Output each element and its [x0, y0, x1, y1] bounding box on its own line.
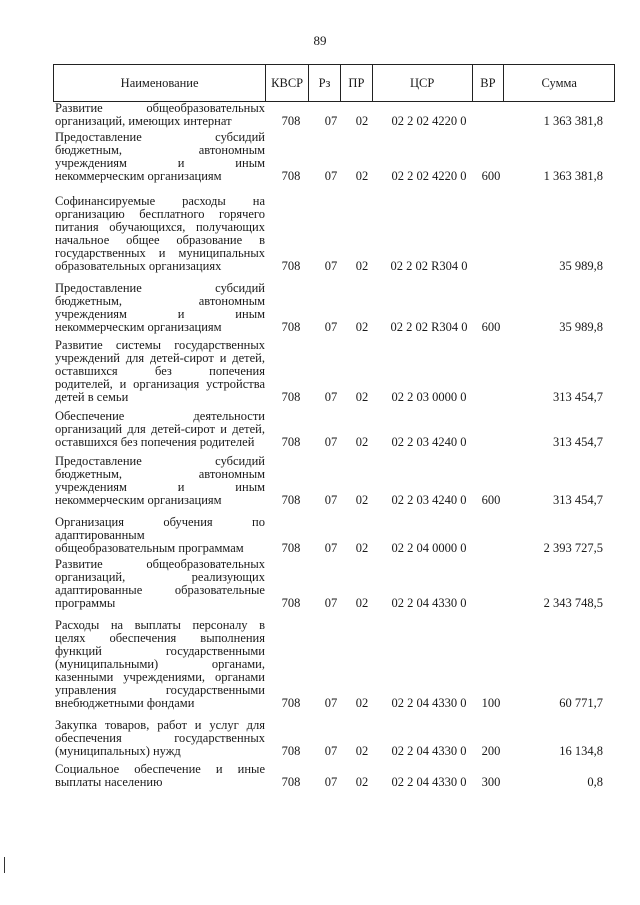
row-name-line: оставшихся без попечения — [55, 364, 265, 378]
row-kvsr: 708 — [281, 744, 301, 758]
row-name — [55, 410, 265, 449]
row-name-line: целях обеспечения выполнения — [55, 631, 265, 645]
row-name — [55, 719, 265, 758]
row-sum: 313 454,7 — [553, 390, 603, 404]
page-number: 89 — [313, 33, 327, 48]
column-header-pr: ПР — [341, 65, 373, 101]
row-vr: 100 — [481, 696, 501, 710]
column-header-kvsr: КВСР — [266, 65, 309, 101]
row-rz: 07 — [324, 169, 338, 183]
table-header — [53, 64, 615, 102]
row-sum: 313 454,7 — [553, 435, 603, 449]
row-kvsr: 708 — [281, 696, 301, 710]
row-csr: 02 2 03 4240 0 — [391, 493, 467, 507]
row-name-line: оставшихся без попечения родителей — [55, 435, 255, 449]
row-name-line: начальное общее образование в — [55, 233, 265, 247]
row-name-line: организаций, имеющих интернат — [55, 114, 232, 128]
row-name-line: выплаты населению — [55, 775, 163, 789]
row-pr: 02 — [355, 114, 369, 128]
row-rz: 07 — [324, 744, 338, 758]
row-pr: 02 — [355, 596, 369, 610]
row-pr: 02 — [355, 493, 369, 507]
row-rz: 07 — [324, 114, 338, 128]
row-name-line: обеспечения государственных — [55, 731, 265, 745]
row-rz: 07 — [324, 775, 338, 789]
row-name-line: адаптированные образовательные — [55, 583, 265, 597]
row-csr: 02 2 03 4240 0 — [391, 435, 467, 449]
row-kvsr: 708 — [281, 390, 301, 404]
row-sum: 16 134,8 — [559, 744, 603, 758]
row-name — [55, 558, 265, 610]
row-name-line: учреждений для детей-сирот и детей, — [55, 351, 265, 365]
row-sum: 1 363 381,8 — [543, 114, 603, 128]
row-name-line: (муниципальных) нужд — [55, 744, 181, 758]
row-name — [55, 131, 265, 183]
row-name-line: Организация обучения по — [55, 515, 265, 529]
row-csr: 02 2 04 4330 0 — [391, 596, 467, 610]
row-csr: 02 2 03 0000 0 — [391, 390, 467, 404]
row-pr: 02 — [355, 169, 369, 183]
row-kvsr: 708 — [281, 775, 301, 789]
row-name-line: управления государственными — [55, 683, 265, 697]
row-vr: 300 — [481, 775, 501, 789]
row-name-line: государственных и муниципальных — [55, 246, 265, 260]
row-name-line: некоммерческим организациям — [55, 493, 222, 507]
margin-mark — [4, 857, 5, 873]
row-sum: 1 363 381,8 — [543, 169, 603, 183]
row-name-line: питания обучающихся, получающих — [55, 220, 265, 234]
row-name-line: учреждениям и иным — [55, 307, 265, 321]
row-pr: 02 — [355, 744, 369, 758]
row-kvsr: 708 — [281, 596, 301, 610]
row-name-line: Предоставление субсидий — [55, 130, 265, 144]
row-sum: 2 393 727,5 — [543, 541, 603, 555]
row-name-line: Софинансируемые расходы на — [55, 194, 265, 208]
row-name — [55, 516, 265, 555]
row-pr: 02 — [355, 775, 369, 789]
row-sum: 60 771,7 — [559, 696, 603, 710]
row-csr: 02 2 02 R304 0 — [390, 320, 468, 334]
row-pr: 02 — [355, 541, 369, 555]
row-name-line: Предоставление субсидий — [55, 281, 265, 295]
row-pr: 02 — [355, 320, 369, 334]
row-name — [55, 282, 265, 334]
row-name-line: родителей, и организация устройства — [55, 377, 265, 391]
row-pr: 02 — [355, 390, 369, 404]
column-header-csr: ЦСР — [373, 65, 473, 101]
row-rz: 07 — [324, 435, 338, 449]
row-csr: 02 2 04 4330 0 — [391, 696, 467, 710]
column-header-sum: Сумма — [541, 75, 577, 90]
row-kvsr: 708 — [281, 493, 301, 507]
row-name-line: общеобразовательным программам — [55, 541, 244, 555]
row-csr: 02 2 02 4220 0 — [391, 169, 467, 183]
row-name-line: Закупка товаров, работ и услуг для — [55, 718, 265, 732]
row-name-line: организаций для детей-сирот и детей, — [55, 422, 265, 436]
row-rz: 07 — [324, 696, 338, 710]
column-header-rz: Рз — [309, 65, 341, 101]
row-name-line: адаптированным — [55, 528, 145, 542]
row-kvsr: 708 — [281, 320, 301, 334]
row-sum: 35 989,8 — [559, 259, 603, 273]
row-sum: 2 343 748,5 — [543, 596, 603, 610]
row-csr: 02 2 04 0000 0 — [391, 541, 467, 555]
row-name-line: некоммерческим организациям — [55, 169, 222, 183]
row-name-line: внебюджетными фондами — [55, 696, 195, 710]
row-name-line: Обеспечение деятельности — [55, 409, 265, 423]
row-name-line: Развитие системы государственных — [55, 338, 265, 352]
row-name — [55, 763, 265, 789]
row-name-line: казенными учреждениями, органами — [55, 670, 265, 684]
row-rz: 07 — [324, 390, 338, 404]
row-csr: 02 2 02 4220 0 — [391, 114, 467, 128]
row-name-line: организацию бесплатного горячего — [55, 207, 265, 221]
row-name-line: бюджетным, автономным — [55, 294, 265, 308]
row-name-line: (муниципальными) органами, — [55, 657, 265, 671]
row-name-line: некоммерческим организациям — [55, 320, 222, 334]
row-rz: 07 — [324, 320, 338, 334]
row-name — [55, 619, 265, 710]
row-name — [55, 102, 265, 128]
row-name-line: образовательных организациях — [55, 259, 222, 273]
row-pr: 02 — [355, 435, 369, 449]
row-name-line: программы — [55, 596, 116, 610]
row-name-line: Развитие общеобразовательных — [55, 101, 265, 115]
row-name-line: учреждениям и иным — [55, 156, 265, 170]
row-vr: 600 — [481, 320, 501, 334]
row-name-line: Социальное обеспечение и иные — [55, 762, 265, 776]
row-rz: 07 — [324, 596, 338, 610]
row-rz: 07 — [324, 493, 338, 507]
row-name-line: бюджетным, автономным — [55, 467, 265, 481]
row-sum: 313 454,7 — [553, 493, 603, 507]
row-name-line: Развитие общеобразовательных — [55, 557, 265, 571]
row-rz: 07 — [324, 259, 338, 273]
row-name-line: организаций, реализующих — [55, 570, 265, 584]
row-name-line: учреждениям и иным — [55, 480, 265, 494]
row-name — [55, 455, 265, 507]
row-kvsr: 708 — [281, 259, 301, 273]
row-sum: 35 989,8 — [559, 320, 603, 334]
row-csr: 02 2 04 4330 0 — [391, 744, 467, 758]
row-pr: 02 — [355, 259, 369, 273]
row-vr: 600 — [481, 169, 501, 183]
row-name-line: Расходы на выплаты персоналу в — [55, 618, 265, 632]
column-header-name: Наименование — [54, 65, 266, 101]
row-csr: 02 2 04 4330 0 — [391, 775, 467, 789]
row-vr: 200 — [481, 744, 501, 758]
row-kvsr: 708 — [281, 114, 301, 128]
row-name-line: детей в семьи — [55, 390, 129, 404]
row-kvsr: 708 — [281, 541, 301, 555]
column-header-vr: ВР — [473, 65, 505, 101]
row-name-line: бюджетным, автономным — [55, 143, 265, 157]
row-name — [55, 195, 265, 273]
row-sum: 0,8 — [587, 775, 603, 789]
row-name-line: функций государственными — [55, 644, 265, 658]
row-rz: 07 — [324, 541, 338, 555]
row-vr: 600 — [481, 493, 501, 507]
row-name — [55, 339, 265, 404]
row-pr: 02 — [355, 696, 369, 710]
row-csr: 02 2 02 R304 0 — [390, 259, 468, 273]
row-name-line: Предоставление субсидий — [55, 454, 265, 468]
row-kvsr: 708 — [281, 169, 301, 183]
row-kvsr: 708 — [281, 435, 301, 449]
